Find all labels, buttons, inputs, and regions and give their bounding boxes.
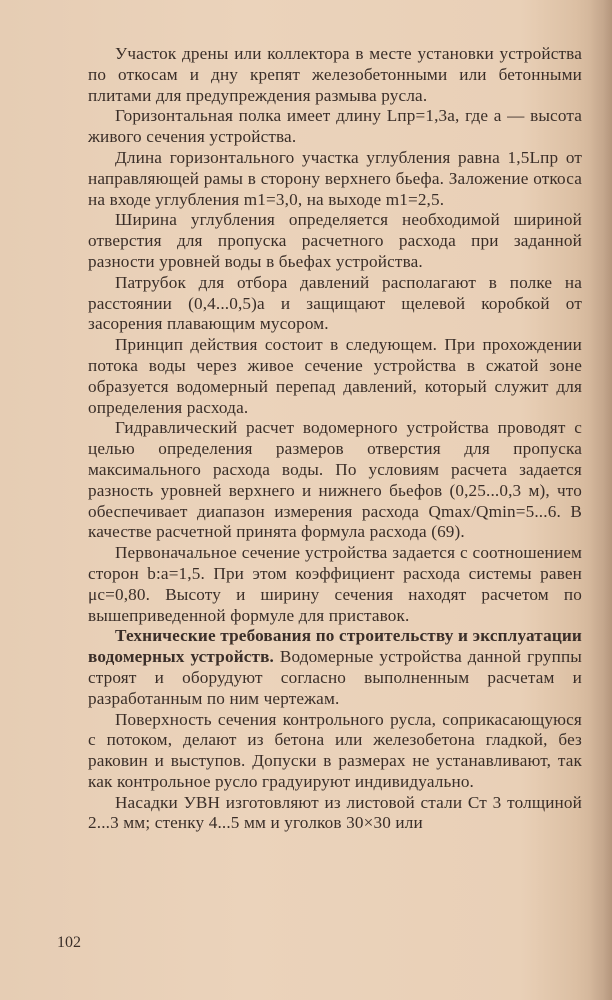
paragraph: Принцип действия состоит в следующем. При прохождении потока воды через живое сечение устройства в сжатой зоне образуется водомерный перепад давлений, который служит для определения расхода. bbox=[88, 335, 582, 417]
page-number: 102 bbox=[57, 934, 81, 951]
body-text bbox=[88, 44, 582, 834]
paragraph: Гидравлический расчет водомерного устройства проводят с целью определения размеров отверстия для пропуска максимального расхода воды. По условиям расчета задается разность уровней верхнего и нижнего бьефов (0,25...0,3 м), что обеспечивает диапазон измерения расхода Qmax/Qmin=5...6. В качестве расчетной принята формула расхода (69). bbox=[88, 418, 582, 542]
section-heading: Технические требования по строительству и эксплуатации водомерных устройств. bbox=[88, 626, 582, 667]
paragraph-with-heading bbox=[88, 626, 582, 709]
page-edge-shadow bbox=[590, 0, 612, 1000]
paragraph: Патрубок для отбора давлений располагают в полке на расстоянии (0,4...0,5)a и защищают щелевой коробкой от засорения плавающим мусором. bbox=[88, 272, 582, 334]
paragraph: Горизонтальная полка имеет длину Lпр=1,3a, где a — высота живого сечения устройства. bbox=[88, 106, 582, 147]
paragraph: Поверхность сечения контрольного русла, соприкасающуюся с потоком, делают из бетона или железобетона гладкой, без раковин и выступов. Допуски в размерах не устанавливают, так как контрольное русло градуируют индивидуально. bbox=[88, 709, 582, 791]
paragraph-text: Водомерные устройства данной группы строят и оборудуют согласно выполненным расчетам и разработанным по ним чертежам. bbox=[88, 647, 582, 708]
paragraph: Длина горизонтального участка углубления равна 1,5Lпр от направляющей рамы в сторону верхнего бьефа. Заложение откоса на входе углубления m1=3,0, на выходе m1=2,5. bbox=[88, 147, 582, 209]
paragraph: Насадки УВН изготовляют из листовой стали Ст 3 толщиной 2...3 мм; стенку 4...5 мм и уголков 30×30 или bbox=[88, 792, 582, 833]
paragraph: Первоначальное сечение устройства задается с соотношением сторон b:a=1,5. При этом коэффициент расхода системы равен μc=0,80. Высоту и ширину сечения находят расчетом по вышеприведенной формуле для приставок. bbox=[88, 543, 582, 625]
paragraph: Ширина углубления определяется необходимой шириной отверстия для пропуска расчетного расхода при заданной разности уровней воды в бьефах устройства. bbox=[88, 210, 582, 271]
paragraph: Участок дрены или коллектора в месте установки устройства по откосам и дну крепят железобетонными или бетонными плитами для предупреждения размыва русла. bbox=[88, 44, 582, 105]
